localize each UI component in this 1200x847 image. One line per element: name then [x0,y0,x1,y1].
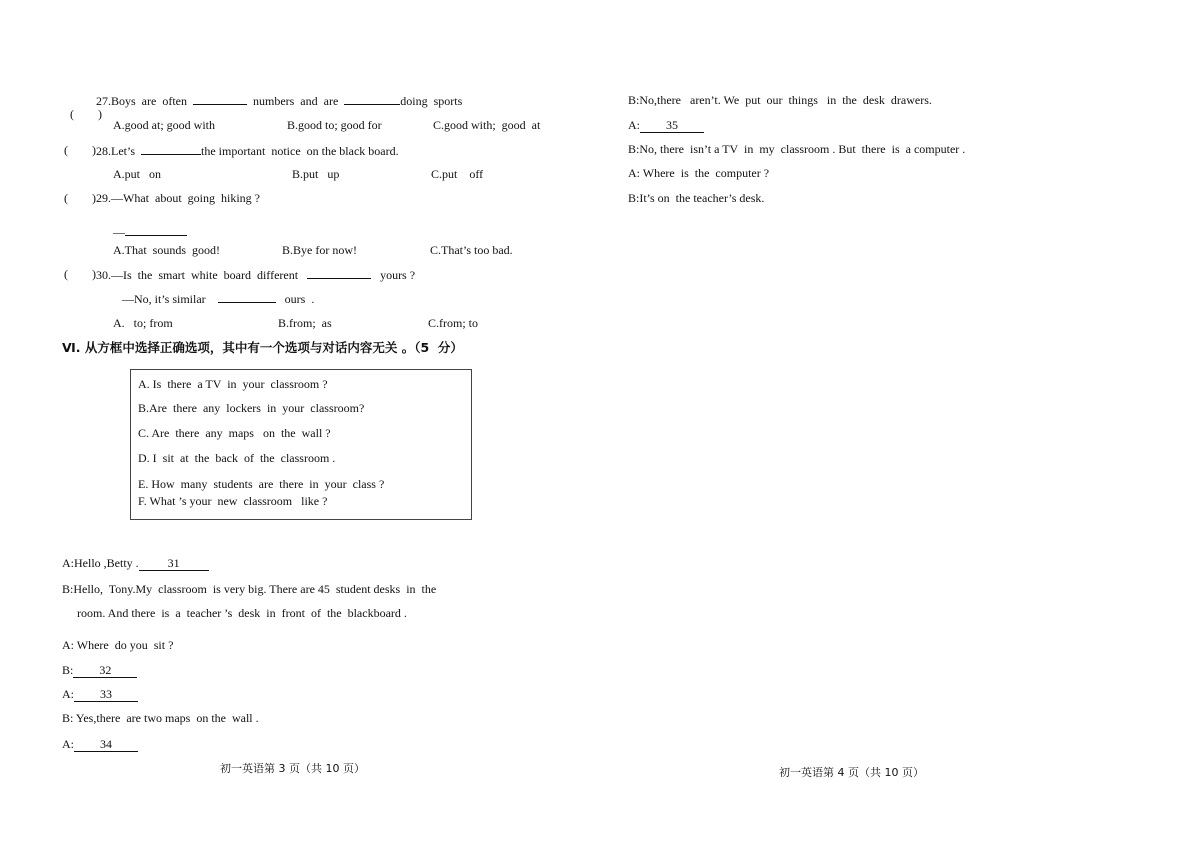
box-option-e: E. How many students are there in your class ? [138,477,385,491]
question-number: 30 [96,268,108,282]
q27-option-c[interactable]: C.good with; good at [433,118,541,132]
box-option-a: A. Is there a TV in your classroom ? [138,377,328,391]
dialogue-line-5: A: 33 [62,687,138,702]
q29-option-a[interactable]: A.That sounds good! [113,243,220,257]
q30-option-a[interactable]: A. to; from [113,316,173,330]
box-option-f: F. What ’s your new classroom like ? [138,494,328,508]
answer-blank[interactable] [125,224,187,236]
right-line-2: A: 35 [628,118,704,133]
dialogue-line-3: A: Where do you sit ? [62,638,174,652]
q30-stem: 30.—Is the smart white board different yours ? [96,268,416,282]
answer-blank-32[interactable]: 32 [73,664,137,678]
dialogue-line-4: B: 32 [62,663,137,678]
right-line-1: B:No,there aren’t. We put our things in the desk drawers. [628,93,932,107]
section-6-title: Ⅵ. 从方框中选择正确选项，其中有一个选项与对话内容无关 。（5 分） [62,340,463,355]
q29-option-c[interactable]: C.That’s too bad. [430,243,513,257]
answer-blank[interactable] [307,267,371,279]
answer-blank-35[interactable]: 35 [640,119,704,133]
dialogue-line-2a: B:Hello, Tony.My classroom is very big. There are 45 student desks in the [62,582,437,596]
answer-paren[interactable]: ( ) [70,107,102,121]
answer-blank-34[interactable]: 34 [74,738,138,752]
page-footer-left: 初一英语第 3 页（共 10 页） [220,762,365,775]
q28-stem: 28.Let’s the important notice on the black board. [96,144,399,158]
answer-blank-33[interactable]: 33 [74,688,138,702]
dialogue-line-1: A:Hello ,Betty . 31 [62,556,209,571]
answer-blank[interactable] [344,93,400,105]
q30-option-b[interactable]: B.from; as [278,316,332,330]
q27-stem: 27.Boys are often numbers and are doing sports [96,94,463,108]
page-footer-right: 初一英语第 4 页（共 10 页） [779,766,924,779]
q30-option-c[interactable]: C.from; to [428,316,478,330]
q28-paren[interactable]: ( ) [64,143,96,157]
dialogue-line-7: A: 34 [62,737,138,752]
q30-reply: —No, it’s similar ours . [122,292,315,306]
answer-blank-31[interactable]: 31 [139,557,209,571]
answer-blank[interactable] [218,291,276,303]
q29-option-b[interactable]: B.Bye for now! [282,243,357,257]
dialogue-line-6: B: Yes,there are two maps on the wall . [62,711,259,725]
q28-option-c[interactable]: C.put off [431,167,484,181]
q28-option-b[interactable]: B.put up [292,167,340,181]
box-option-d: D. I sit at the back of the classroom . [138,451,336,465]
box-option-b: B.Are there any lockers in your classroom? [138,401,365,415]
box-option-c: C. Are there any maps on the wall ? [138,426,331,440]
answer-blank[interactable] [141,143,201,155]
q28-option-a[interactable]: A.put on [113,167,161,181]
q27-option-a[interactable]: A.good at; good with [113,118,215,132]
q29-reply: — [113,224,187,239]
question-number: 28 [96,144,108,158]
q27-option-b[interactable]: B.good to; good for [287,118,382,132]
question-number: 29 [96,191,108,205]
q29-paren[interactable]: ( ) [64,191,96,205]
q30-paren[interactable]: ( ) [64,267,96,281]
right-line-3: B:No, there isn’t a TV in my classroom . But there is a computer . [628,142,966,156]
right-line-5: B:It’s on the teacher’s desk. [628,191,765,205]
dialogue-line-2b: room. And there is a teacher ’s desk in front of the blackboard . [77,606,407,620]
question-number: 27. [96,94,111,108]
q29-stem: 29.—What about going hiking ? [96,191,260,205]
right-line-4: A: Where is the computer ? [628,166,770,180]
answer-blank[interactable] [193,93,247,105]
